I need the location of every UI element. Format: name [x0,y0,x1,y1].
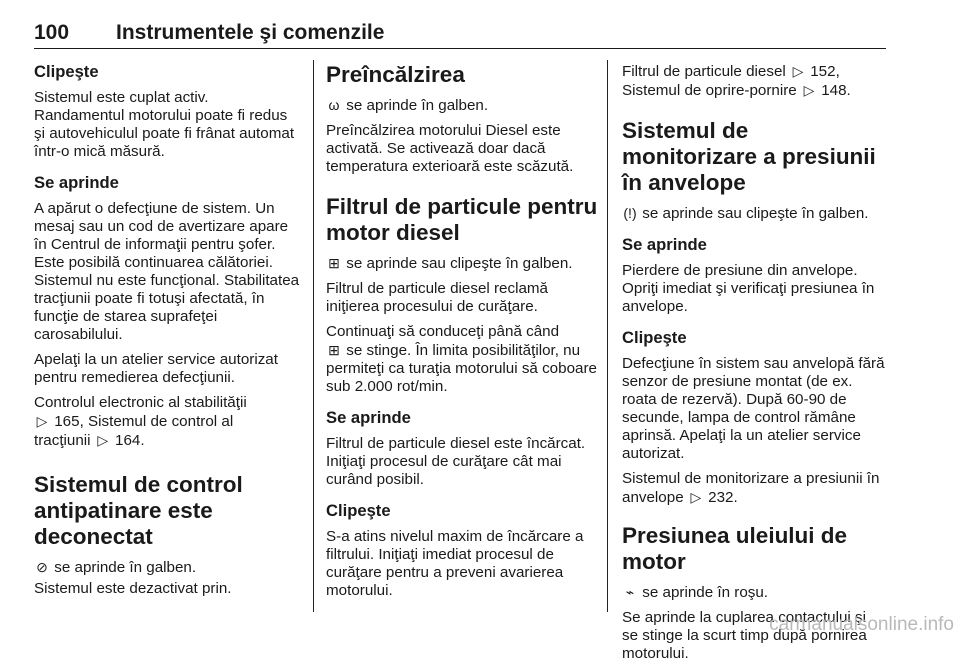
section-heading-preheating: Preîncălzirea [326,62,465,87]
watermark: carmanualsonline.info [769,614,954,635]
paragraph: Preîncălzirea motorului Diesel este activată. Se activează doar dacă temperatura exterioară este scăzută. [326,122,574,175]
paragraph: A apărut o defecţiune de sistem. Un mesaj sau un cod de avertizare apare în Centrul de informaţii pentru şofer. Este posibilă continuarea călătoriei. Sistemul nu este funcţional. Stabilitatea tracţiunii poate fi totuşi afectată, în funcţie de starea suprafeţei carosabilului. [34,200,300,343]
paragraph: Sistemul este cuplat activ. [34,89,209,106]
subheading-se-aprinde: Se aprinde [326,408,411,427]
reference-link[interactable]: 232. [708,489,738,506]
particle-filter-icon: ⊞ [328,342,340,358]
paragraph: Randamentul motorului poate fi redus şi autovehiculul poate fi frânat automat într-o mică măsură. [34,107,295,160]
page-header [34,20,886,49]
paragraph: Continuaţi să conduceţi până când ⊞ se stinge. În limita posibilităţilor, nu permiteţi ca turaţia motorului să coboare sub 2.000 rot/min. [326,323,597,395]
section-heading-oil-pressure: Presiunea uleiului de motor [622,523,848,574]
paragraph: ⊞ se aprinde sau clipeşte în galben. [326,254,598,273]
oil-can-icon: ⌁ [625,584,635,600]
paragraph: Pierdere de presiune din anvelope. Opriţi imediat şi verificaţi presiunea în anvelope. [622,262,875,315]
column-middle [326,62,598,607]
paragraph: Se aprinde la cuplarea contactului şi se stinge la scurt timp după pornirea motorului. [622,609,867,662]
reference-link[interactable]: 164. [115,432,145,449]
paragraph: Filtrul de particule diesel reclamă iniţierea procesului de curăţare. [326,280,548,315]
reference-link[interactable]: 152, [810,63,840,80]
reference-link[interactable]: 165, Sistemul de control al [54,413,234,430]
column-divider [313,60,314,612]
paragraph: ⌁ se aprinde în roşu. [622,583,886,602]
paragraph: (!) se aprinde sau clipeşte în galben. [623,205,869,222]
paragraph-reference: Sistemul de monitorizare a presiunii în anvelope ▷ 232. [622,470,880,506]
paragraph: Sistemul este dezactivat prin. [34,580,232,597]
paragraph-reference: Controlul electronic al stabilităţii ▷ 165, Sistemul de control al tracţiunii ▷ 164. [34,394,247,449]
subheading-clipeste: Clipeşte [34,62,99,81]
section-heading-traction-control: Sistemul de control antipatinare este deconectat [34,472,243,549]
column-left [34,62,302,605]
paragraph: S-a atins nivelul maxim de încărcare a filtrului. Iniţiaţi imediat procesul de curăţare pentru a preveni avarierea motorului. [326,528,584,599]
paragraph: Defecţiune în sistem sau anvelopă fără senzor de presiune montat (de ex. roata de rezervă). După 60-90 de secunde, lampa de control rămâne aprinsă. Apelaţi la un atelier service autorizat. [622,355,885,462]
page-number: 100 [34,21,70,44]
subheading-se-aprinde: Se aprinde [34,173,119,192]
paragraph-reference: Filtrul de particule diesel ▷ 152, Sistemul de oprire-pornire ▷ 148. [622,63,851,99]
reference-link[interactable]: 148. [821,82,851,99]
page-title: Instrumentele şi comenzile [116,21,385,44]
particle-filter-icon: ⊞ [328,255,340,271]
paragraph: ω se aprinde în galben. [326,96,598,115]
paragraph: ⊘ se aprinde în galben. [34,558,302,577]
tire-pressure-icon: (!) [623,205,637,221]
reference-arrow-icon: ▷ [97,432,109,448]
subheading-clipeste: Clipeşte [326,501,391,520]
paragraph: Apelaţi la un atelier service autorizat pentru remedierea defecţiunii. [34,351,278,386]
reference-arrow-icon: ▷ [792,63,804,79]
column-divider [607,60,608,612]
section-heading-diesel-particle-filter: Filtrul de particule pentru motor diesel [326,194,598,245]
glow-plug-icon: ω [328,97,340,113]
traction-off-icon: ⊘ [36,559,48,575]
reference-arrow-icon: ▷ [803,82,815,98]
reference-arrow-icon: ▷ [690,489,702,505]
reference-arrow-icon: ▷ [36,413,48,429]
subheading-clipeste: Clipeşte [622,328,687,347]
paragraph: Filtrul de particule diesel este încărcat. Iniţiaţi procesul de curăţare cât mai curând posibil. [326,435,586,488]
column-right [622,62,886,670]
section-heading-tire-pressure: Sistemul de monitorizare a presiunii în anvelope [622,118,876,195]
subheading-se-aprinde: Se aprinde [622,235,707,254]
